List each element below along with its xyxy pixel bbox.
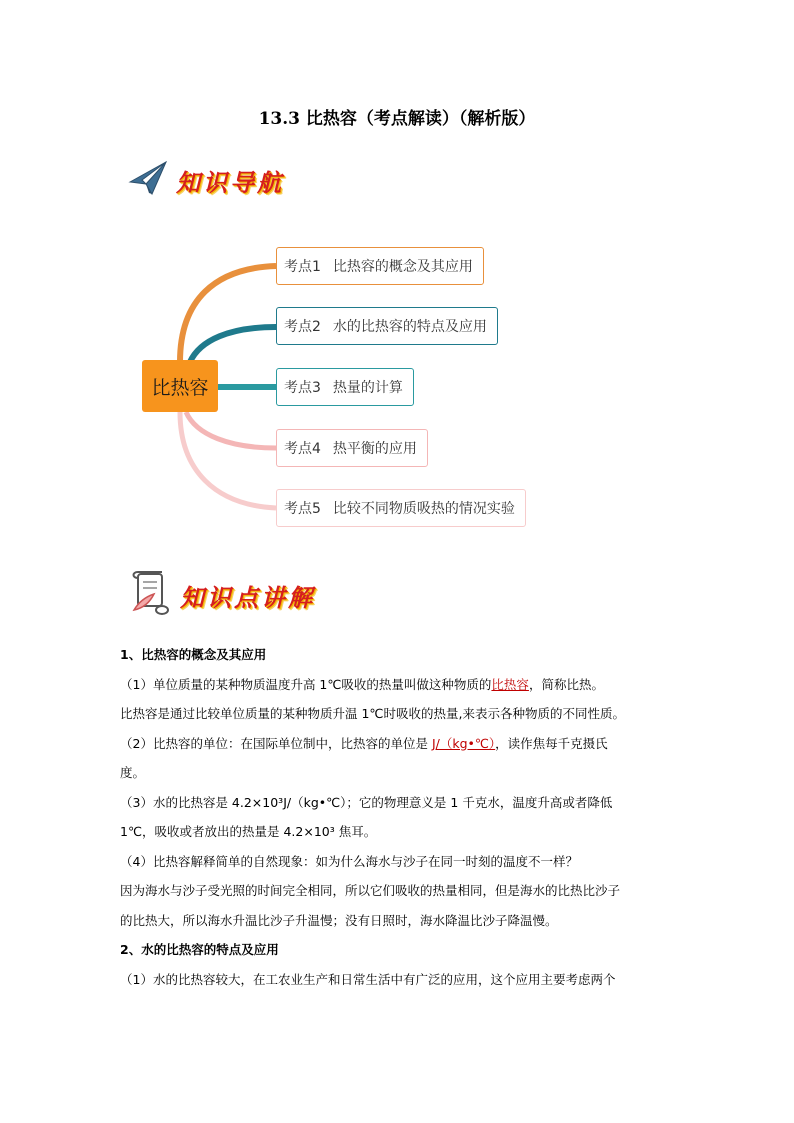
page-title: 13.3 比热容（考点解读）（解析版） <box>258 109 536 129</box>
text: （1）单位质量的某种物质温度升高 1℃吸收的热量叫做这种物质的 <box>120 676 492 692</box>
scroll-quill-icon <box>128 570 174 620</box>
mindmap-branch-2 <box>276 307 498 345</box>
text: （2）比热容的单位：在国际单位制中，比热容的单位是 <box>120 735 432 751</box>
connector-2 <box>190 327 276 362</box>
branch-label: 考点1 <box>284 259 321 275</box>
branch-text: 比热容的概念及其应用 <box>332 259 473 275</box>
paragraph: 因为海水与沙子受光照的时间完全相同，所以它们吸收的热量相同，但是海水的比热比沙子 <box>120 883 621 898</box>
paragraph: 的比热大，所以海水升温比沙子升温慢；没有日照时，海水降温比沙子降温慢。 <box>120 912 558 928</box>
paragraph: （1）水的比热容较大，在工农业生产和日常生活中有广泛的应用，这个应用主要考虑两个 <box>120 971 616 987</box>
paragraph: 1℃，吸收或者放出的热量是 4.2×10³ 焦耳。 <box>120 824 377 839</box>
connector-4 <box>186 412 276 448</box>
text: ，简称比热。 <box>528 676 604 692</box>
banner-title: 知识点讲解 <box>180 582 315 612</box>
paragraph: 比热容是通过比较单位质量的某种物质升温 1℃时吸收的热量,来表示各种物质的不同性质。 <box>120 706 625 721</box>
branch-label: 考点3 <box>284 380 321 396</box>
highlight-term: J/（kg•℃） <box>431 735 496 751</box>
text: ，读作焦每千克摄氏 <box>495 735 608 751</box>
branch-label: 考点4 <box>284 441 321 457</box>
paragraph: （3）水的比热容是 4.2×10³J/（kg•℃）；它的物理意义是 1 千克水，温度升高或者降低 <box>120 794 613 810</box>
mindmap-center-node: 比热容 <box>142 360 218 412</box>
knowledge-content <box>120 640 680 994</box>
branch-text: 热量的计算 <box>332 380 403 396</box>
highlight-term: 比热容 <box>491 676 529 692</box>
branch-label: 考点2 <box>284 319 321 335</box>
section-2-heading: 2、水的比热容的特点及应用 <box>120 942 279 957</box>
paragraph <box>120 729 680 759</box>
banner-title: 知识导航 <box>176 167 284 197</box>
mindmap-branch-4 <box>276 429 428 467</box>
branch-text: 热平衡的应用 <box>332 441 417 457</box>
paragraph: （4）比热容解释简单的自然现象：如为什么海水与沙子在同一时刻的温度不一样？ <box>120 853 578 869</box>
paragraph <box>120 670 680 700</box>
mindmap-branch-5 <box>276 489 526 527</box>
paragraph: 度。 <box>120 765 146 780</box>
connector-1 <box>180 266 276 362</box>
branch-label: 考点5 <box>284 501 321 517</box>
branch-text: 水的比热容的特点及应用 <box>332 319 487 335</box>
branch-text: 比较不同物质吸热的情况实验 <box>332 501 515 517</box>
mindmap-branch-3 <box>276 368 414 406</box>
section-1-heading: 1、比热容的概念及其应用 <box>120 647 267 662</box>
mindmap-branch-1 <box>276 247 484 285</box>
knowledge-explain-banner <box>128 570 315 620</box>
